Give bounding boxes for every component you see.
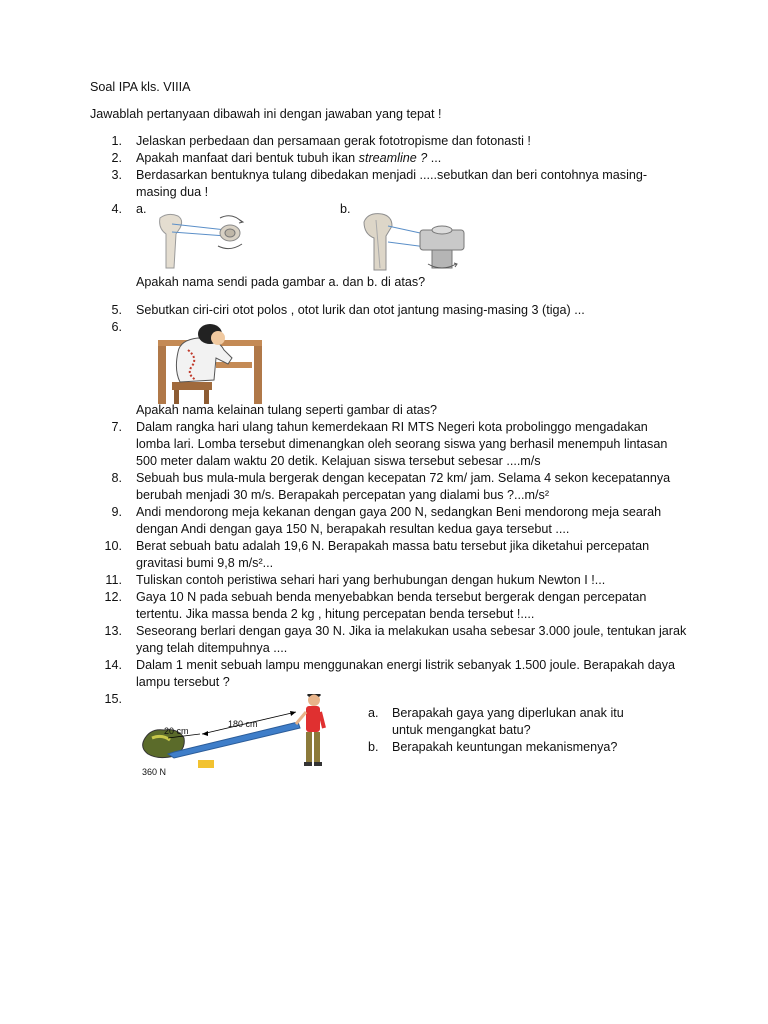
- q6-question: Apakah nama kelainan tulang seperti gambar di atas?: [136, 403, 438, 417]
- q9-number: 9.: [111, 505, 122, 519]
- q12-line-1: Gaya 10 N pada sebuah benda menyebabkan benda tersebut bergerak dengan percepatan: [136, 590, 647, 604]
- q14-line-2: lampu tersebut ?: [136, 675, 230, 689]
- q6-number: 6.: [111, 320, 122, 334]
- q7-line-3: 500 meter dalam waktu 20 detik. Kelajuan siswa tersebut sebesar ....m/s: [136, 454, 541, 468]
- q9-line-2: dengan Andi dengan gaya 150 N, berapakah resultan kedua gaya tersebut ....: [136, 522, 570, 536]
- q1-line-1: Jelaskan perbedaan dan persamaan gerak fototropisme dan fotonasti !: [136, 134, 531, 148]
- q3-line-1: Berdasarkan bentuknya tulang dibedakan menjadi .....sebutkan dan beri contohnya masing-: [136, 168, 648, 182]
- q2-number: 2.: [111, 151, 122, 165]
- q3-number: 3.: [111, 168, 122, 182]
- q15-sub-a-line-1: Berapakah gaya yang diperlukan anak itu: [392, 706, 624, 720]
- q5-line-1: Sebutkan ciri-ciri otot polos , otot lurik dan otot jantung masing-masing 3 (tiga) ...: [136, 303, 585, 317]
- lever-long-arm-label: 180 cm: [228, 719, 258, 729]
- lever-weight-label: 360 N: [142, 767, 167, 777]
- page-title: Soal IPA kls. VIIIA: [90, 80, 191, 94]
- q7-number: 7.: [111, 420, 122, 434]
- q13-number: 13.: [104, 624, 122, 638]
- q15-sub-a-label: a.: [368, 706, 379, 720]
- q13-line-1: Seseorang berlari dengan gaya 30 N. Jika ia melakukan usaha sebesar 3.000 joule, tentukan jarak: [136, 624, 687, 638]
- q14-number: 14.: [104, 658, 122, 672]
- q11-line-1: Tuliskan contoh peristiwa sehari hari yang berhubungan dengan hukum Newton I !...: [136, 573, 606, 587]
- q7-line-1: Dalam rangka hari ulang tahun kemerdekaan RI MTS Negeri kota probolinggo mengadakan: [136, 420, 648, 434]
- q10-number: 10.: [104, 539, 122, 553]
- q8-number: 8.: [111, 471, 122, 485]
- q15-number: 15.: [104, 692, 122, 706]
- q10-line-2: gravitasi bumi 9,8 m/s²...: [136, 556, 274, 570]
- hinge-joint-figure: [358, 208, 470, 274]
- q2-italic: streamline ?: [358, 151, 428, 165]
- q4-label-a: a.: [136, 202, 147, 216]
- q2-line: [136, 150, 441, 167]
- q15-sub-b-line-1: Berapakah keuntungan mekanismenya?: [392, 740, 618, 754]
- q5-number: 5.: [111, 303, 122, 317]
- q13-line-2: yang telah ditempuhnya ....: [136, 641, 288, 655]
- q10-line-1: Berat sebuah batu adalah 19,6 N. Berapakah massa batu tersebut jika diketahui percepatan: [136, 539, 650, 553]
- q4-label-b: b.: [340, 202, 351, 216]
- q4-question: Apakah nama sendi pada gambar a. dan b. di atas?: [136, 275, 426, 289]
- shoulder-joint-figure: [150, 210, 250, 272]
- q2-suffix: ...: [427, 151, 442, 165]
- q7-line-2: lomba lari. Lomba tersebut dimenangkan oleh seorang siswa yang berhasil menempuh lintasan: [136, 437, 668, 451]
- lever-short-arm-label: 20 cm: [164, 726, 189, 736]
- q12-number: 12.: [104, 590, 122, 604]
- q8-line-1: Sebuah bus mula-mula bergerak dengan kecepatan 72 km/ jam. Selama 4 sekon kecepatannya: [136, 471, 671, 485]
- q9-line-1: Andi mendorong meja kekanan dengan gaya 200 N, sedangkan Beni mendorong meja searah: [136, 505, 662, 519]
- lever-figure: [138, 694, 328, 780]
- q15-sub-b-label: b.: [368, 740, 379, 754]
- q1-number: 1.: [111, 134, 122, 148]
- q15-sub-a-line-2: untuk mengangkat batu?: [392, 723, 531, 737]
- q14-line-1: Dalam 1 menit sebuah lampu menggunakan energi listrik sebanyak 1.500 joule. Berapakah daya: [136, 658, 676, 672]
- scoliosis-figure: [158, 322, 264, 404]
- q11-number: 11.: [105, 573, 122, 587]
- instruction-text: Jawablah pertanyaan dibawah ini dengan jawaban yang tepat !: [90, 107, 442, 121]
- q3-line-2: masing dua !: [136, 185, 209, 199]
- q8-line-2: berubah menjadi 30 m/s. Berapakah percepatan yang dialami bus ?...m/s²: [136, 488, 550, 502]
- q4-number: 4.: [111, 202, 122, 216]
- q12-line-2: tertentu. Jika massa benda 2 kg , hitung percepatan benda tersebut !....: [136, 607, 535, 621]
- q2-text: Apakah manfaat dari bentuk tubuh ikan: [136, 151, 359, 165]
